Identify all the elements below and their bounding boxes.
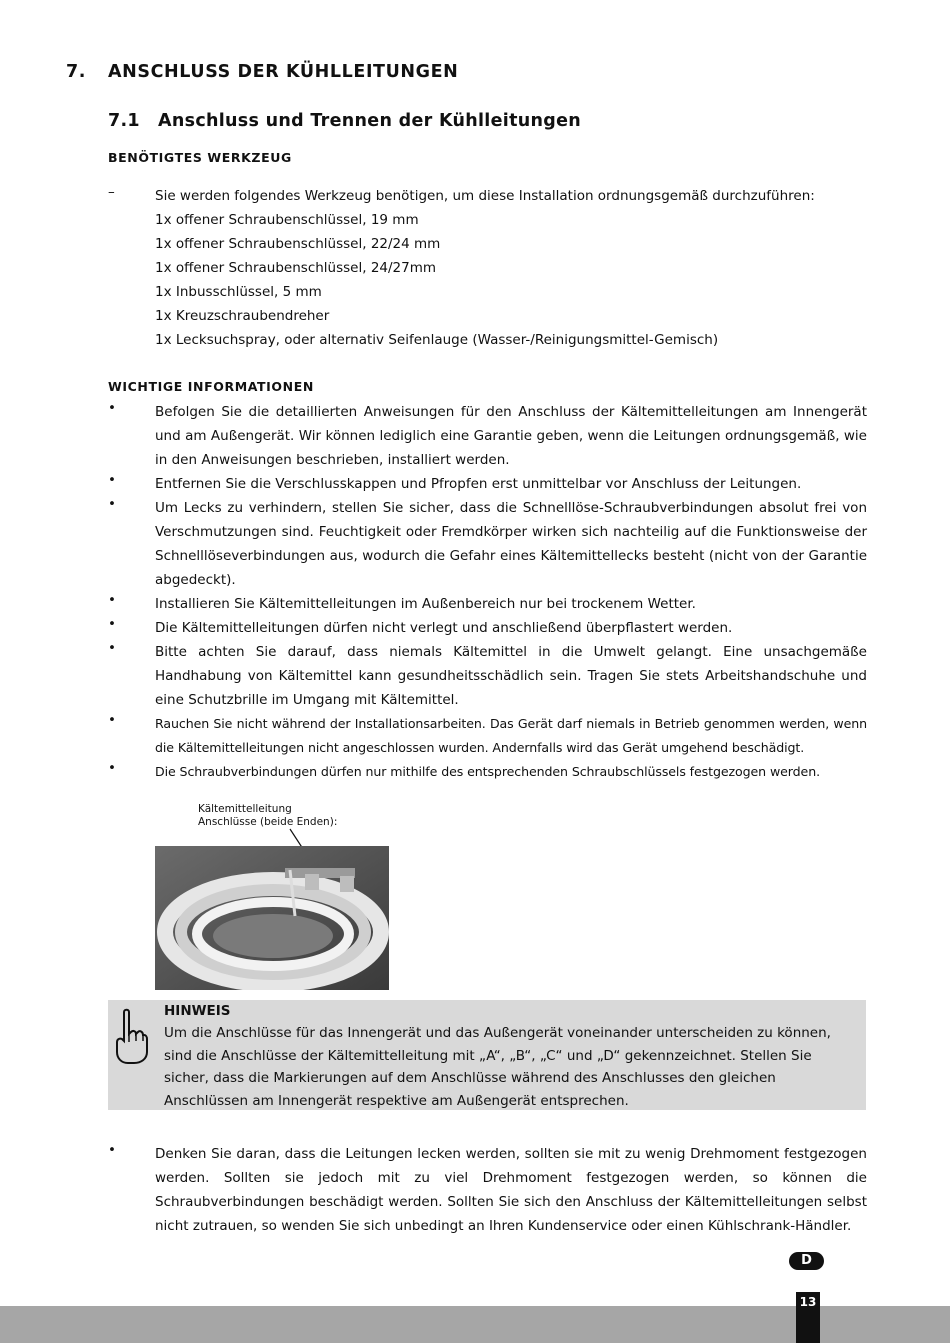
pointing-hand-icon [112, 1008, 150, 1066]
tool-item: 1x Inbusschlüssel, 5 mm [155, 284, 322, 300]
tool-item: 1x offener Schraubenschlüssel, 24/27mm [155, 260, 437, 276]
section-heading [108, 111, 581, 131]
dash-marker: – [108, 184, 115, 200]
bullet-marker: • [108, 712, 116, 728]
chapter-heading [66, 62, 458, 82]
refrigerant-pipe-photo [155, 846, 389, 990]
caption-line: Kältemittelleitung [198, 803, 292, 815]
bullet-marker: • [108, 640, 116, 656]
info-item: Bitte achten Sie darauf, dass niemals Kältemittel in die Umwelt gelangt. Eine unsachgemäße Handhabung von Kältemittel kann gesundheitsschädlich sein. Tragen Sie stets Arbeitshandschuhe und eine Schutzbrille im Umgang mit Kältemittel. [155, 644, 867, 708]
tool-item: 1x offener Schraubenschlüssel, 19 mm [155, 212, 419, 228]
info-heading: WICHTIGE INFORMATIONEN [108, 379, 314, 394]
tools-intro: Sie werden folgendes Werkzeug benötigen, um diese Installation ordnungsgemäß durchzuführen: [155, 188, 815, 204]
section-title: Anschluss und Trennen der Kühlleitungen [158, 111, 582, 131]
section-number: 7.1 [108, 111, 140, 131]
language-badge: D [789, 1252, 824, 1270]
note-title: HINWEIS [164, 1003, 231, 1019]
info-item: Installieren Sie Kältemittelleitungen im Außenbereich nur bei trockenem Wetter. [155, 596, 696, 612]
info-item: Befolgen Sie die detaillierten Anweisungen für den Anschluss der Kältemittelleitungen am Innengerät und am Außengerät. Wir können lediglich eine Garantie geben, wenn die Leitungen ordnungsgemäß, wie in den Anweisungen beschrieben, installiert werden. [155, 404, 867, 468]
bullet-marker: • [108, 472, 116, 488]
tool-item: 1x offener Schraubenschlüssel, 22/24 mm [155, 236, 441, 252]
tools-list [155, 208, 718, 352]
tool-item: 1x Lecksuchspray, oder alternativ Seifenlauge (Wasser-/Reinigungsmittel-Gemisch) [155, 332, 719, 348]
chapter-number: 7. [66, 62, 87, 82]
final-paragraph: Denken Sie daran, dass die Leitungen lecken werden, sollten sie mit zu wenig Drehmoment festgezogen werden. Sollten sie jedoch mit zu viel Drehmoment festgezogen werden, so können die Schraubverbindungen beschädigt werden. Sollten Sie sich den Anschluss der Kältemittelleitungen selbst nicht zutrauen, so wenden Sie sich unbedingt an Ihren Kundenservice oder einen Kühlschrank-Händler. [155, 1146, 867, 1234]
info-item: Entfernen Sie die Verschlusskappen und Pfropfen erst unmittelbar vor Anschluss der Leitungen. [155, 476, 802, 492]
tool-item: 1x Kreuzschraubendreher [155, 308, 330, 324]
bullet-marker: • [108, 496, 116, 512]
info-item: Die Schraubverbindungen dürfen nur mithilfe des entsprechenden Schraubschlüssels festgezogen werden. [155, 764, 820, 779]
info-item: Um Lecks zu verhindern, stellen Sie sicher, dass die Schnelllöse-Schraubverbindungen absolut frei von Verschmutzungen sind. Feuchtigkeit oder Fremdkörper wirken sich nachteilig auf die Funktionsweise der Schnelllöseverbindungen aus, wodurch die Gefahr eines Kältemittellecks besteht (nicht von der Garantie abgedeckt). [155, 500, 867, 588]
info-item: Die Kältemittelleitungen dürfen nicht verlegt und anschließend überpflastert werden. [155, 620, 733, 636]
caption-line: Anschlüsse (beide Enden): [198, 816, 338, 828]
bullet-marker: • [108, 1142, 116, 1158]
info-item: Rauchen Sie nicht während der Installationsarbeiten. Das Gerät darf niemals in Betrieb genommen werden, wenn die Kältemittelleitungen nicht angeschlossen wurden. Andernfalls wird das Gerät umgehend beschädigt. [155, 716, 867, 755]
bullet-marker: • [108, 400, 116, 416]
chapter-title: ANSCHLUSS DER KÜHLLEITUNGEN [108, 62, 459, 82]
note-text: Um die Anschlüsse für das Innengerät und das Außengerät voneinander unterscheiden zu können, sind die Anschlüsse der Kältemittelleitung mit „A“, „B“, „C“ und „D“ gekennzeichnet. Stellen Sie sicher, dass die Markierungen auf dem Anschlüsse während des Anschlusses den gleichen Anschlüssen am Innengerät respektive am Außengerät entsprechen. [164, 1025, 831, 1109]
tools-heading: BENÖTIGTES WERKZEUG [108, 150, 292, 165]
bullet-marker: • [108, 760, 116, 776]
bullet-marker: • [108, 616, 116, 632]
bullet-marker: • [108, 592, 116, 608]
page-number: 13 [796, 1292, 820, 1343]
